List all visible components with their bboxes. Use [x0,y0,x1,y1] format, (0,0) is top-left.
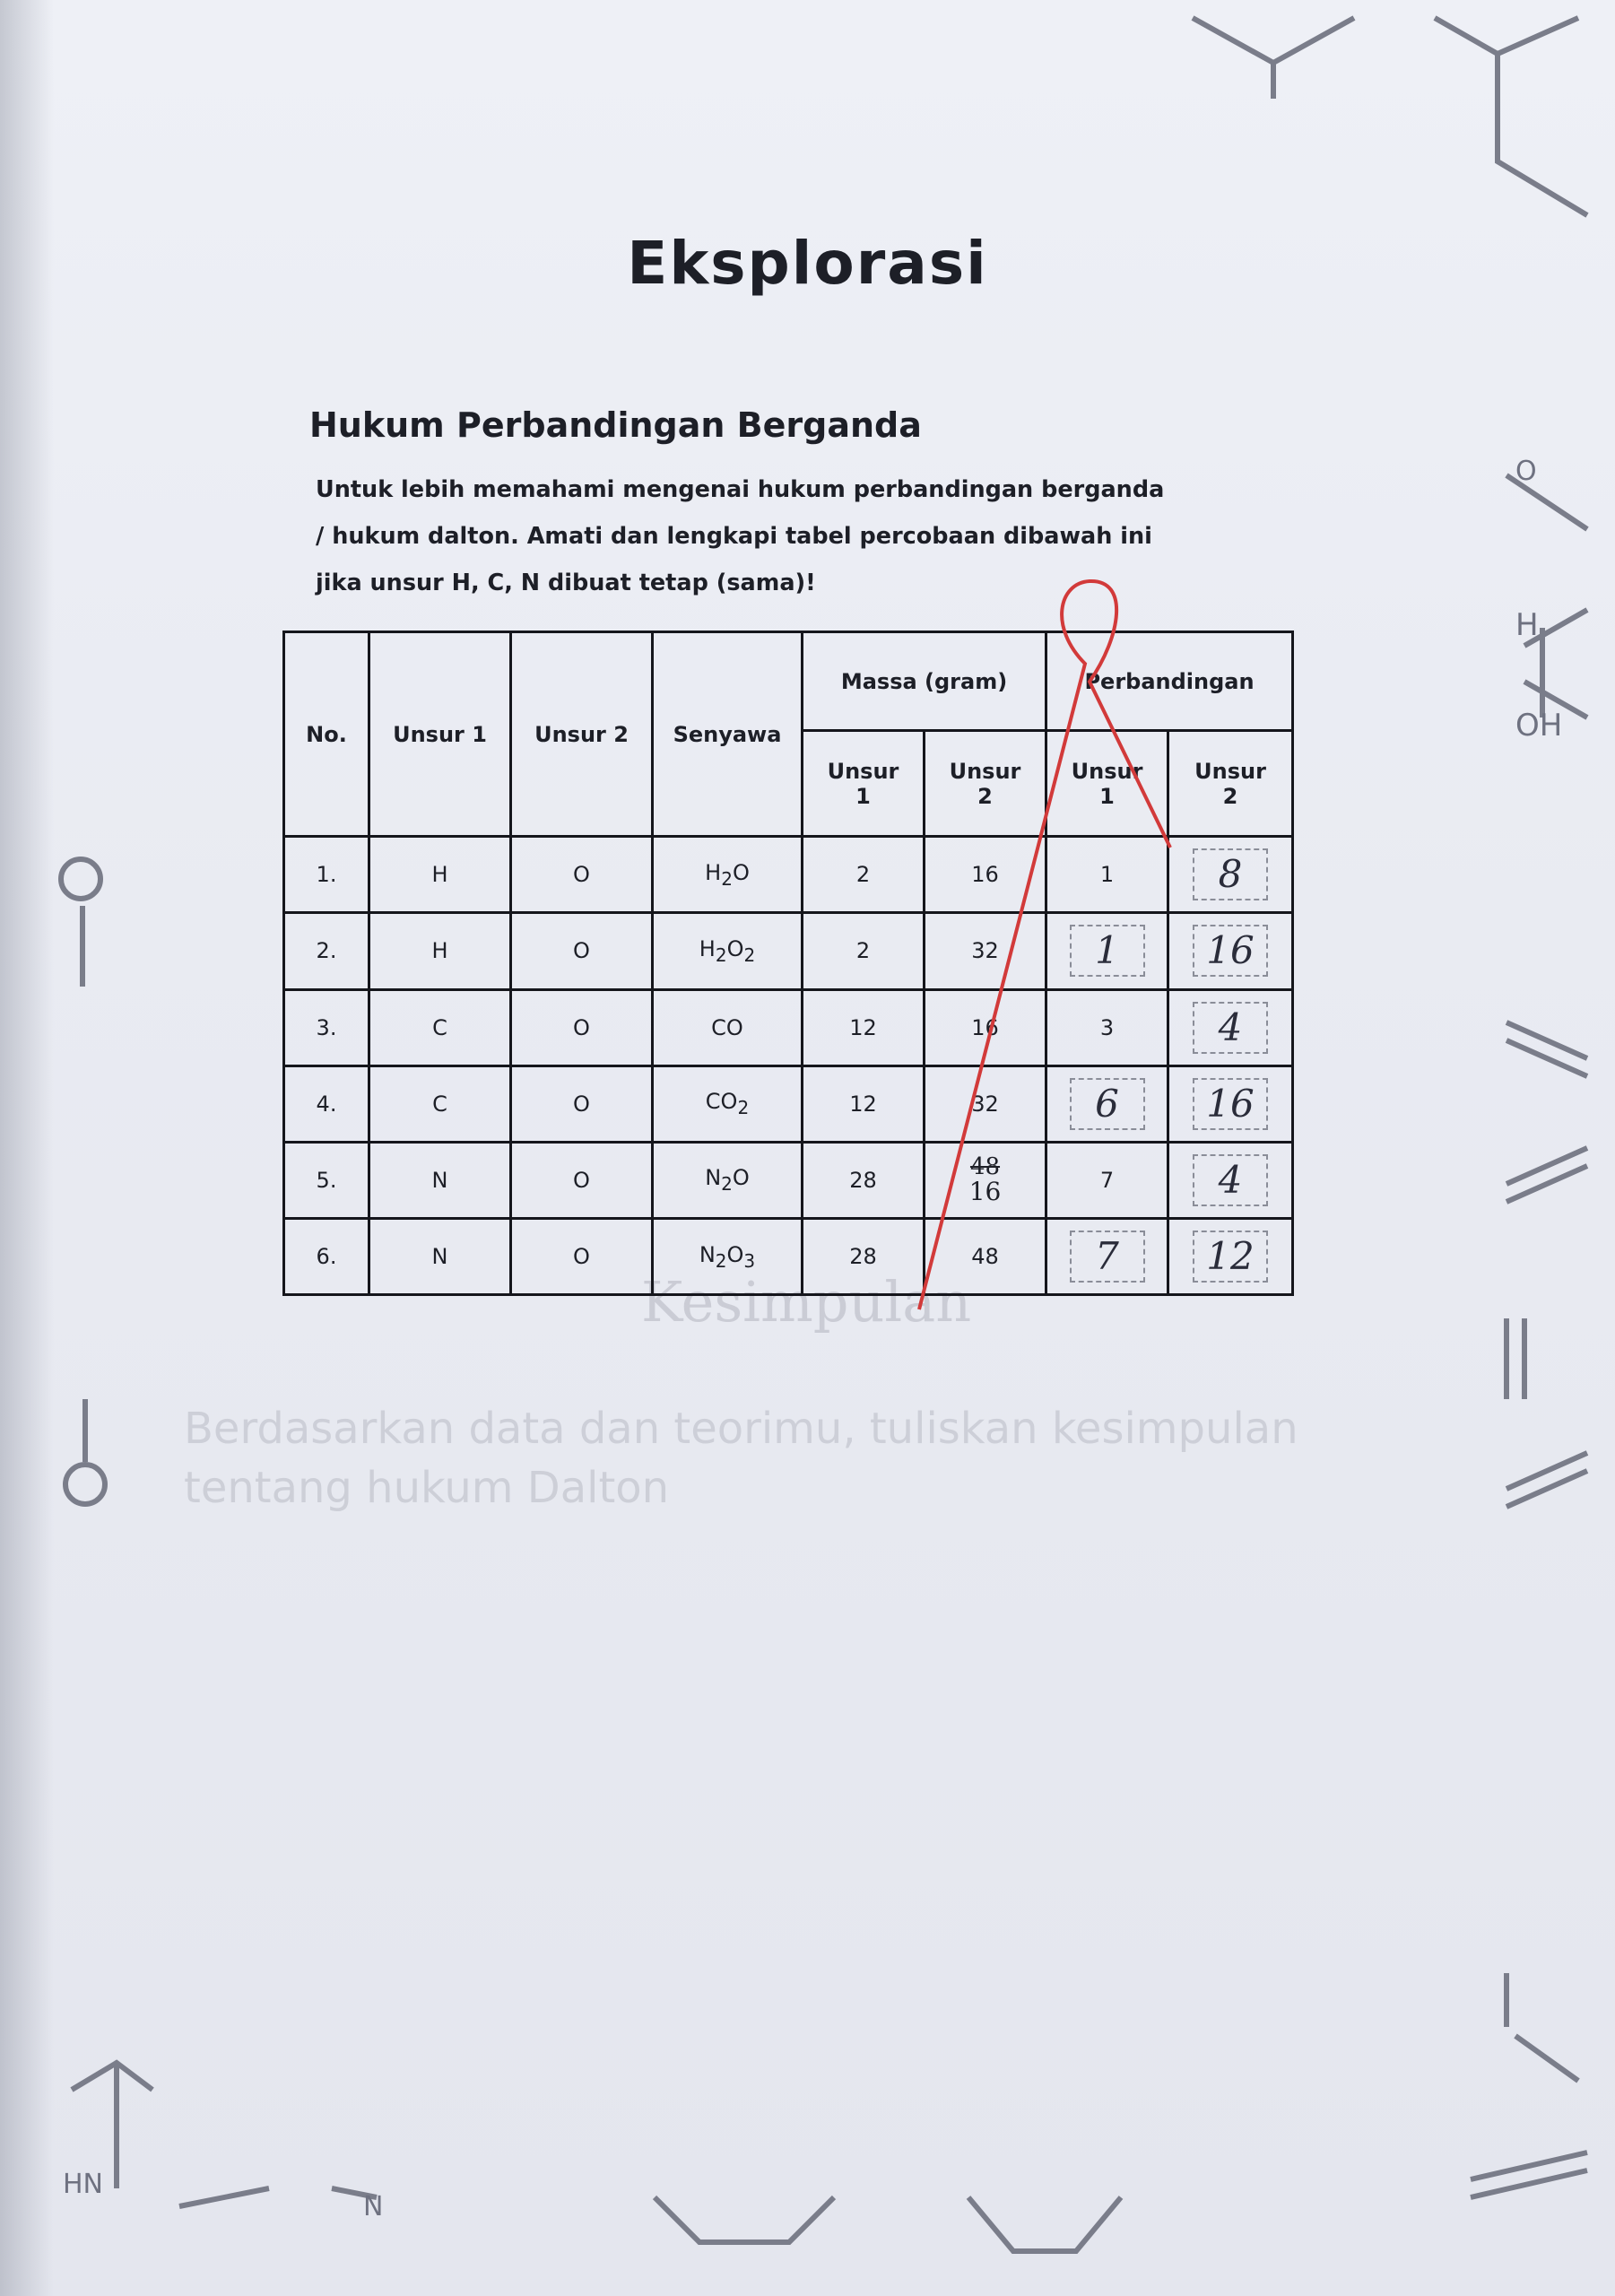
header-perbandingan: Perbandingan [1046,632,1293,731]
faint-conclusion-text: Berdasarkan data dan teorimu, tuliskan kesimpulan tentang hukum Dalton [184,1404,1298,1513]
header-senyawa: Senyawa [653,632,803,837]
cell-perbandingan-unsur2: 16 [1168,1065,1293,1142]
cell-perbandingan-unsur2: 8 [1168,837,1293,913]
cell-perbandingan-unsur2: 12 [1168,1218,1293,1294]
doodle-right-7 [1471,2152,1587,2197]
cell-no: 2. [284,913,369,989]
cell-massa-unsur2: 48 [925,1218,1046,1294]
cell-perbandingan-unsur2: 16 [1168,913,1293,989]
cell-massa-unsur1: 12 [803,989,925,1065]
cell-unsur1: N [369,1218,511,1294]
cell-massa-unsur2: 16 [925,837,1046,913]
cell-unsur2: O [511,913,653,989]
cell-no: 5. [284,1142,369,1218]
doodle-label-h: H [1515,607,1539,643]
page-title: Eksplorasi [627,229,988,298]
cell-massa-unsur2: 16 [925,989,1046,1065]
cell-perbandingan-unsur1: 7 [1046,1142,1168,1218]
header-massa-unsur2: Unsur 2 [925,731,1046,837]
cell-senyawa: $H_2O_2$ [653,913,803,989]
cell-perbandingan-unsur1: 3 [1046,989,1168,1065]
header-perbandingan-unsur1: Unsur 1 [1046,731,1168,837]
header-unsur2: Unsur 2 [511,632,653,837]
header-no: No. [284,632,369,837]
doodle-bottom-1 [179,2188,377,2206]
section-title: Hukum Perbandingan Berganda [309,405,922,445]
cell-no: 6. [284,1218,369,1294]
cell-unsur1: N [369,1142,511,1218]
doodle-right-5 [1506,1453,1587,1507]
doodle-right-6 [1506,1973,1578,2081]
header-massa: Massa (gram) [803,632,1046,731]
doodle-left-ring-2 [65,1465,105,1504]
cell-perbandingan-unsur2: 4 [1168,1142,1293,1218]
doodle-labels [63,456,1562,2222]
cell-perbandingan-unsur1: 6 [1046,1065,1168,1142]
doodle-bottom-2 [655,2197,834,2242]
cell-perbandingan-unsur1: 1 [1046,913,1168,989]
header-unsur1: Unsur 1 [369,632,511,837]
cell-senyawa: CO [653,989,803,1065]
intro-line: Untuk lebih memahami mengenai hukum perbandingan berganda [316,476,1165,503]
doodle-right-4 [1506,1318,1524,1399]
cell-perbandingan-unsur1: 1 [1046,837,1168,913]
cell-unsur1: C [369,989,511,1065]
cell-unsur1: H [369,913,511,989]
cell-massa-unsur1: 2 [803,913,925,989]
cell-unsur1: C [369,1065,511,1142]
cell-massa-unsur2: 32 [925,913,1046,989]
faint-heading: Kesimpulan [641,1269,972,1335]
cell-no: 4. [284,1065,369,1142]
cell-unsur2: O [511,989,653,1065]
cell-unsur2: O [511,837,653,913]
doodle-label-o: O [1515,456,1537,487]
cell-senyawa: $N_2O_3$ [653,1218,803,1294]
cell-senyawa: $H_2O$ [653,837,803,913]
cell-no: 1. [284,837,369,913]
cell-massa-unsur1: 12 [803,1065,925,1142]
cell-perbandingan-unsur2: 4 [1168,989,1293,1065]
intro-line: / hukum dalton. Amati dan lengkapi tabel percobaan dibawah ini [316,523,1152,550]
red-check-mark [919,581,1170,1309]
header-perbandingan-unsur2: Unsur 2 [1168,731,1293,837]
doodle-top-right-c [1435,18,1578,54]
doodle-right-2 [1506,1022,1587,1076]
cell-massa-unsur1: 28 [803,1142,925,1218]
cell-massa-unsur1: 28 [803,1218,925,1294]
cell-unsur2: O [511,1142,653,1218]
cell-massa-unsur2: 32 [925,1065,1046,1142]
cell-no: 3. [284,989,369,1065]
intro-line: jika unsur H, C, N dibuat tetap (sama)! [316,570,816,596]
molecule-doodles [61,18,1587,2251]
struck-value: 48 [969,1152,1001,1180]
doodle-left-ring-1 [61,859,100,899]
cell-unsur2: O [511,1218,653,1294]
doodle-top-right-d [1498,54,1587,215]
cell-unsur1: H [369,837,511,913]
cell-unsur2: O [511,1065,653,1142]
cell-massa-unsur1: 2 [803,837,925,913]
doodle-label-hn: HN [63,2169,103,2200]
corrected-value: 16 [968,1176,1002,1206]
doodle-bottom-3 [968,2197,1121,2251]
doodle-top-right-a [1193,18,1354,63]
doodle-label-n: N [363,2191,384,2222]
cell-senyawa: $CO_2$ [653,1065,803,1142]
cell-perbandingan-unsur1: 7 [1046,1218,1168,1294]
doodle-right-3 [1506,1148,1587,1202]
header-massa-unsur1: Unsur 1 [803,731,925,837]
doodle-label-oh: OH [1515,708,1563,744]
cell-senyawa: $N_2O$ [653,1142,803,1218]
